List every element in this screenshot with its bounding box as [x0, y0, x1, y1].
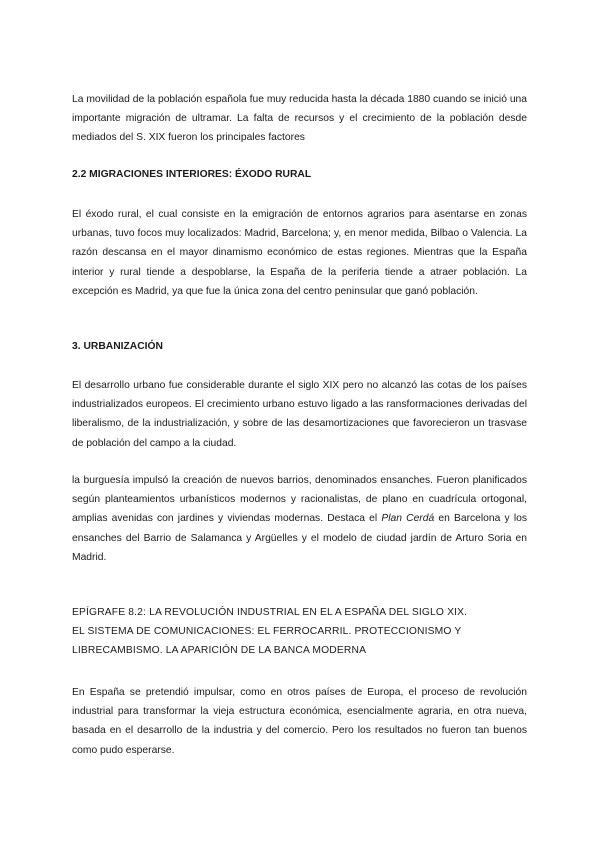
plan-cerda-italic: Plan Cerdá: [381, 513, 435, 525]
epigrafe-heading-line-2: EL SISTEMA DE COMUNICACIONES: EL FERROCARRIL. PROTECCIONISMO Y: [72, 626, 462, 638]
urbanizacion-paragraph-1: El desarrollo urbano fue considerable durante el siglo XIX pero no alcanzó las cotas de los países industrializados europeos. El crecimiento urbano estuvo ligado a las ransformaciones derivadas del liberalismo, de la industrialización, y sobre de las desamortizaciones que favorecieron un trasvase de población del campo a la ciudad.: [72, 380, 527, 449]
paragraph-text: la burguesía impulsó la creación de nuevos barrios, denominados ensanches. Fueron planificados según planteamientos urbanísticos modernos y racionalistas, de plano en cuadrícula ortogonal, amplias avenidas con jardines y viviendas modernas. Destaca el: [72, 475, 527, 525]
urbanizacion-paragraph-2: [72, 471, 527, 567]
epigrafe-heading: [72, 603, 527, 661]
section-heading-urbanizacion: 3. URBANIZACIÓN: [72, 341, 163, 352]
section-heading-migraciones-interiores: 2.2 MIGRACIONES INTERIORES: ÉXODO RURAL: [72, 169, 312, 180]
epigrafe-paragraph: En España se pretendió impulsar, como en otros países de Europa, el proceso de revolución industrial para transformar la vieja estructura económica, esencialmente agraria, en otra nueva, basada en el desarrollo de la industria y del comercio. Pero los resultados no fueron tan buenos como pudo esperarse.: [72, 687, 527, 756]
epigrafe-heading-line-3: LIBRECAMBISMO. LA APARICIÓN DE LA BANCA MODERNA: [72, 645, 367, 657]
paragraph-text: en Barcelona y los ensanches del Barrio de Salamanca y Argüelles y el modelo de ciudad jardín de Arturo Soria en Madrid.: [72, 513, 527, 563]
migraciones-paragraph: El éxodo rural, el cual consiste en la emigración de entornos agrarios para asentarse en zonas urbanas, tuvo focos muy localizados: Madrid, Barcelona; y, en menor medida, Bilbao o Valencia. La razón descansa en el mayor dinamismo económico de estas regiones. Mientras que la España interior y rural tiende a despoblarse, la España de la periferia tiende a atraer población. La excepción es Madrid, ya que fue la única zona del centro peninsular que ganó población.: [72, 209, 527, 297]
epigrafe-heading-line-1: EPÍGRAFE 8.2: LA REVOLUCIÓN INDUSTRIAL EN EL A ESPAÑA DEL SIGLO XIX.: [72, 607, 468, 618]
intro-paragraph: La movilidad de la población española fue muy reducida hasta la década 1880 cuando se inició una importante migración de ultramar. La falta de recursos y el crecimiento de la población desde mediados del S. XIX fueron los principales factores: [72, 94, 527, 144]
